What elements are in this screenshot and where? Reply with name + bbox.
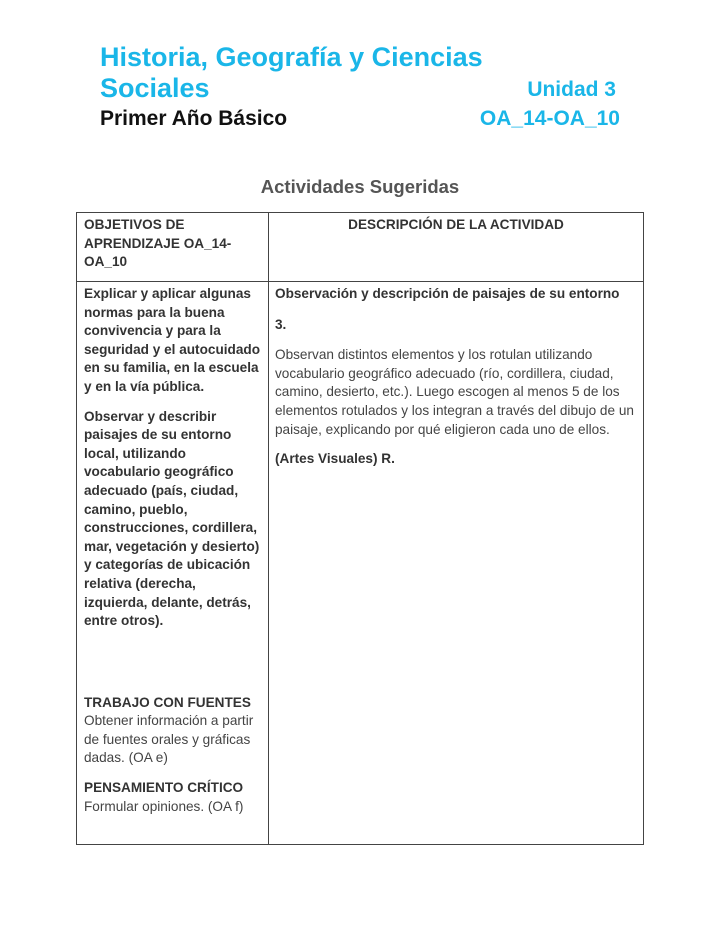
activity-description: Observan distintos elementos y los rotulan utilizando vocabulario geográfico adecuado (río, cordillera, ciudad, camino, desierto, etc.). Luego escogen al menos 5 de los elementos rotulados y los integran a través del dibujo de un paisaje, explicando por qué eligieron cada uno de ellos. (275, 347, 634, 437)
subject-title-line1: Historia, Geografía y Ciencias (100, 42, 483, 72)
document-header (100, 42, 620, 132)
header-objectives: OBJETIVOS DE APRENDIZAJE OA_14-OA_10 (77, 213, 269, 282)
activity-title: Observación y descripción de paisajes de su entorno (275, 286, 620, 301)
table-header-row (77, 213, 644, 282)
skill-block (84, 694, 262, 768)
skill-text: Formular opiniones. (OA f) (84, 798, 244, 814)
activities-table (76, 212, 644, 845)
skill-title: PENSAMIENTO CRÍTICO (84, 780, 244, 796)
table-row (77, 282, 644, 845)
grade-label: Primer Año Básico (100, 107, 288, 130)
activity-cell (269, 282, 644, 845)
objective-item: Observar y describir paisajes de su entorno local, utilizando vocabulario geográfico adecuado (país, ciudad, camino, pueblo, construcciones, cordillera, mar, vegetación y desierto) y categorías de ubicación relativa (derecha, izquierda, delante, detrás, entre otros). (84, 408, 260, 629)
activity-number: 3. (275, 316, 287, 332)
header-activity-description: DESCRIPCIÓN DE LA ACTIVIDAD (269, 213, 644, 282)
skill-text: Obtener información a partir de fuentes orales y gráficas dadas. (OA e) (84, 713, 254, 766)
unit-label: Unidad 3 (527, 78, 616, 101)
skill-block (84, 779, 262, 816)
section-title: Actividades Sugeridas (260, 176, 460, 197)
skill-title: TRABAJO CON FUENTES (84, 694, 251, 710)
activity-reference: (Artes Visuales) R. (275, 451, 395, 467)
subject-title-line2: Sociales (100, 73, 210, 103)
objective-item: Explicar y aplicar algunas normas para la buena convivencia y para la seguridad y el autocuidado en su familia, en la escuela y en la vía pública. (84, 286, 260, 394)
objectives-cell (77, 282, 269, 845)
oa-code-label: OA_14-OA_10 (479, 107, 620, 130)
